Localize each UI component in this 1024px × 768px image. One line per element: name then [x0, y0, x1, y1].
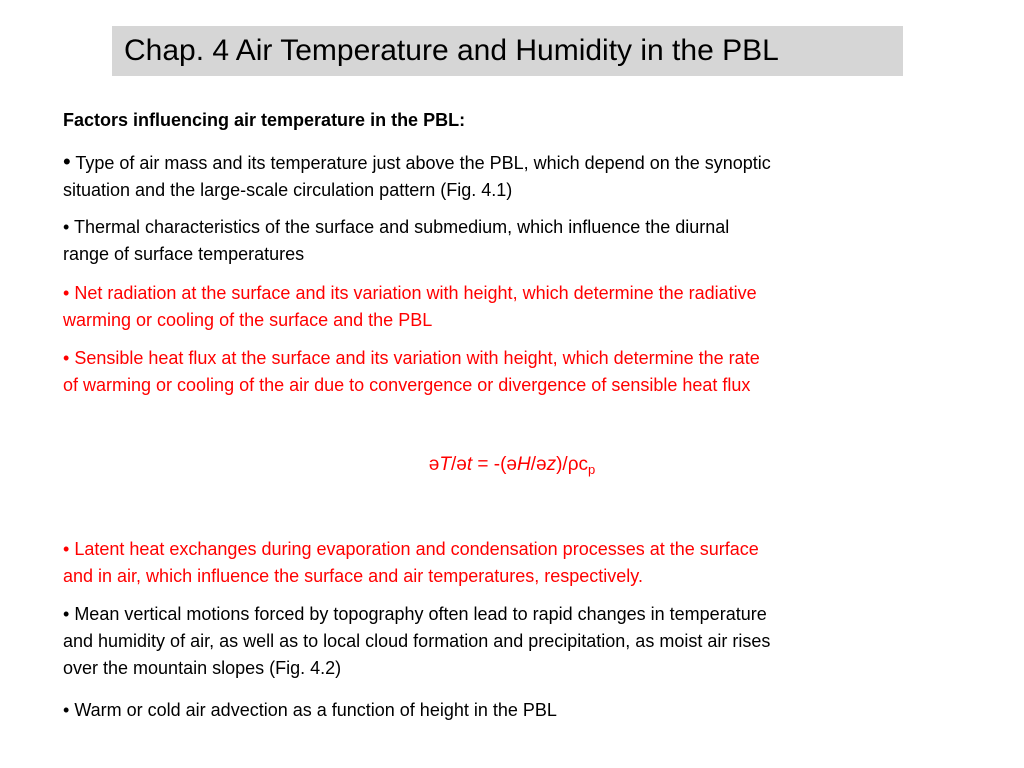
bullet-marker: •: [63, 604, 70, 624]
bullet-advection: [63, 697, 963, 724]
bullet-line: situation and the large-scale circulation pattern (Fig. 4.1): [63, 180, 513, 200]
eq-slash: /: [530, 454, 536, 475]
bullet-text: Sensible heat flux at the surface and its variation with height, which determine the rate: [69, 348, 760, 368]
bullet-text: Mean vertical motions forced by topography often lead to rapid changes in temperature: [69, 604, 767, 624]
bullet-text: Net radiation at the surface and its variation with height, which determine the radiative: [69, 283, 757, 303]
bullet-line: [63, 345, 963, 372]
bullet-text: Type of air mass and its temperature just above the PBL, which depend on the synoptic: [70, 153, 771, 173]
eq-heat-flux: H: [516, 454, 531, 475]
bullet-thermal-characteristics: [63, 214, 963, 268]
bullet-latent-heat: [63, 536, 963, 590]
bullet-line: range of surface temperatures: [63, 244, 305, 264]
eq-close-slash: )/: [556, 454, 568, 475]
section-heading: Factors influencing air temperature in the PBL:: [63, 110, 466, 130]
eq-minus-open: -(: [493, 454, 507, 475]
eq-slash: /: [450, 454, 457, 475]
eq-subscript-p: p: [588, 462, 596, 477]
eq-height: z: [546, 454, 557, 475]
slide-title: Chap. 4 Air Temperature and Humidity in the PBL: [124, 34, 779, 67]
bullet-line: [63, 601, 963, 628]
bullet-line: [63, 536, 963, 563]
partial-symbol: ə: [456, 454, 467, 475]
eq-rho-c: ρc: [567, 454, 588, 475]
bullet-vertical-motions: [63, 601, 963, 682]
bullet-net-radiation: [63, 280, 963, 334]
eq-temperature: T: [439, 454, 451, 475]
partial-symbol: ə: [536, 454, 547, 475]
bullet-marker: •: [63, 217, 70, 237]
heat-flux-equation: [0, 451, 1024, 479]
bullet-air-mass: [63, 148, 963, 204]
bullet-line: and in air, which influence the surface and air temperatures, respectively.: [63, 566, 643, 586]
partial-symbol: ə: [428, 454, 440, 475]
eq-equals: =: [472, 454, 494, 475]
bullet-text: Warm or cold air advection as a function of height in the PBL: [69, 700, 557, 720]
bullet-text: Latent heat exchanges during evaporation and condensation processes at the surface: [69, 539, 759, 559]
slide-title-box: [112, 26, 903, 76]
bullet-line: [63, 148, 963, 177]
bullet-line: over the mountain slopes (Fig. 4.2): [63, 658, 342, 678]
bullet-marker: •: [63, 700, 70, 720]
bullet-marker: •: [63, 348, 70, 368]
bullet-marker: •: [63, 149, 71, 174]
eq-time: t: [466, 454, 473, 475]
bullet-line: and humidity of air, as well as to local cloud formation and precipitation, as moist air rises: [63, 631, 771, 651]
bullet-line: of warming or cooling of the air due to convergence or divergence of sensible heat flux: [63, 375, 751, 395]
partial-symbol: ə: [506, 454, 517, 475]
bullet-text: Thermal characteristics of the surface and submedium, which influence the diurnal: [69, 217, 730, 237]
bullet-line: [63, 697, 963, 724]
bullet-sensible-heat: [63, 345, 963, 399]
bullet-line: warming or cooling of the surface and the PBL: [63, 310, 433, 330]
bullet-line: [63, 280, 963, 307]
bullet-line: [63, 214, 963, 241]
bullet-marker: •: [63, 539, 70, 559]
bullet-marker: •: [63, 283, 70, 303]
